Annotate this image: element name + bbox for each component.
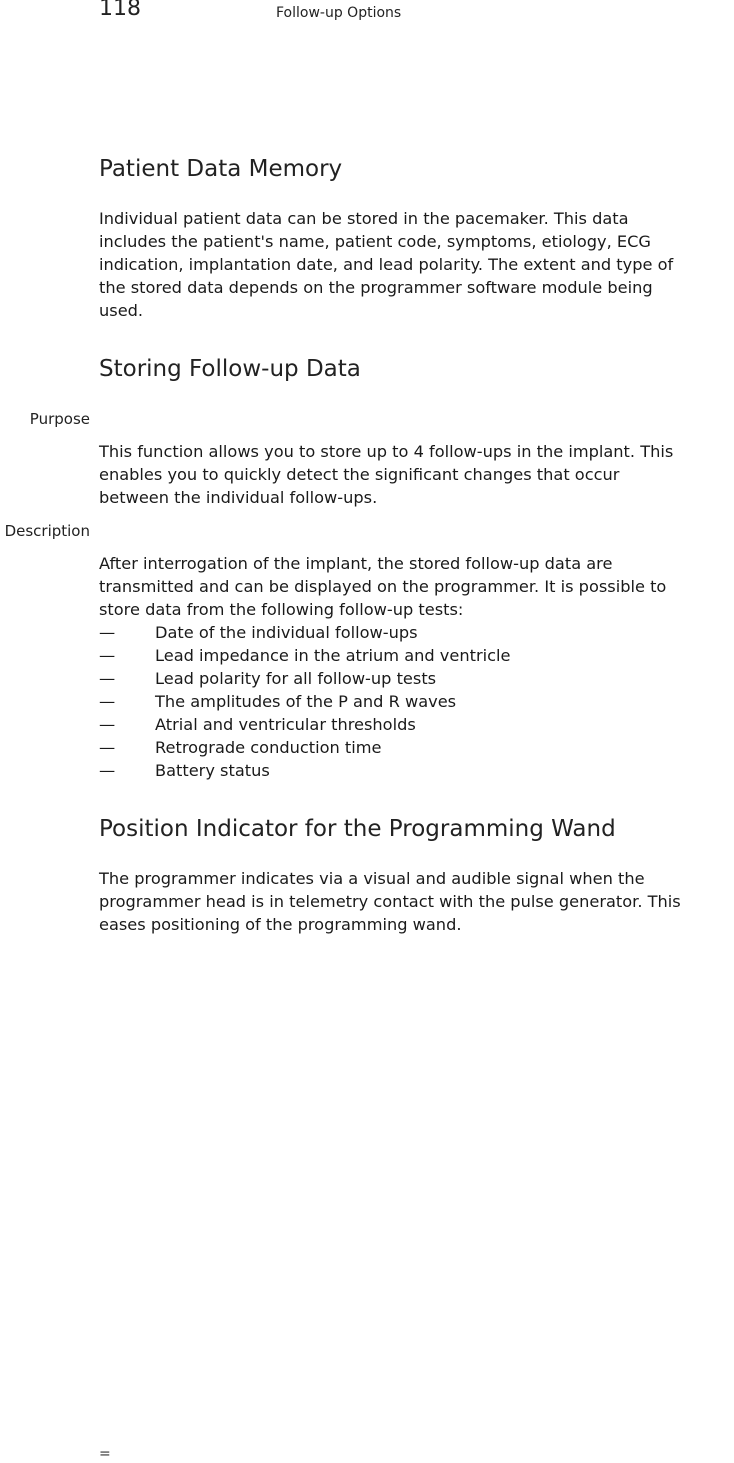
list-item-text: Atrial and ventricular thresholds	[155, 715, 416, 734]
footer-mark: =	[99, 1446, 111, 1462]
list-item-text: Battery status	[155, 761, 270, 780]
paragraph-purpose	[99, 440, 734, 509]
list-item	[99, 667, 510, 690]
list-item	[99, 690, 510, 713]
page-number: 118	[99, 0, 141, 21]
dash-marker: —	[99, 669, 116, 688]
margin-label-purpose: Purpose	[29, 410, 90, 428]
list-item	[99, 736, 510, 759]
margin-label-description: Description	[4, 522, 90, 540]
text-line: This function allows you to store up to 4 follow-ups in the implant. This	[99, 442, 674, 461]
text-line: programmer head is in telemetry contact with the pulse generator. This	[99, 892, 681, 911]
list-item-text: Lead impedance in the atrium and ventricle	[155, 646, 511, 665]
text-line: transmitted and can be displayed on the programmer. It is possible to	[99, 577, 667, 596]
list-item-text: Retrograde conduction time	[155, 738, 382, 757]
list-item	[99, 759, 510, 782]
text-line: between the individual follow-ups.	[99, 488, 378, 507]
list-item	[99, 713, 510, 736]
list-item-text: The amplitudes of the P and R waves	[155, 692, 457, 711]
text-line: store data from the following follow-up tests:	[99, 600, 464, 619]
text-line: used.	[99, 301, 144, 320]
paragraph-patient-data	[99, 207, 734, 322]
text-line: Individual patient data can be stored in the pacemaker. This data	[99, 209, 629, 228]
list-item	[99, 621, 510, 644]
dash-marker: —	[99, 623, 116, 642]
heading-position-indicator: Position Indicator for the Programming Wand	[99, 816, 616, 842]
text-line: The programmer indicates via a visual and audible signal when the	[99, 869, 645, 888]
dash-marker: —	[99, 692, 116, 711]
paragraph-position-indicator	[99, 867, 734, 936]
text-line: After interrogation of the implant, the stored follow-up data are	[99, 554, 613, 573]
text-line: enables you to quickly detect the significant changes that occur	[99, 465, 620, 484]
text-line: eases positioning of the programming wand.	[99, 915, 462, 934]
dash-marker: —	[99, 715, 116, 734]
dash-marker: —	[99, 738, 116, 757]
dash-marker: —	[99, 646, 116, 665]
list-item	[99, 644, 510, 667]
text-line: indication, implantation date, and lead polarity. The extent and type of	[99, 255, 674, 274]
dash-marker: —	[99, 761, 116, 780]
heading-patient-data-memory: Patient Data Memory	[99, 156, 343, 182]
heading-storing-follow-up-data: Storing Follow-up Data	[99, 356, 361, 382]
follow-up-test-list	[99, 621, 510, 782]
list-item-text: Lead polarity for all follow-up tests	[155, 669, 437, 688]
text-line: includes the patient's name, patient code, symptoms, etiology, ECG	[99, 232, 651, 251]
text-line: the stored data depends on the programmer software module being	[99, 278, 653, 297]
paragraph-description	[99, 552, 734, 621]
running-title: Follow-up Options	[276, 5, 402, 21]
list-item-text: Date of the individual follow-ups	[155, 623, 418, 642]
